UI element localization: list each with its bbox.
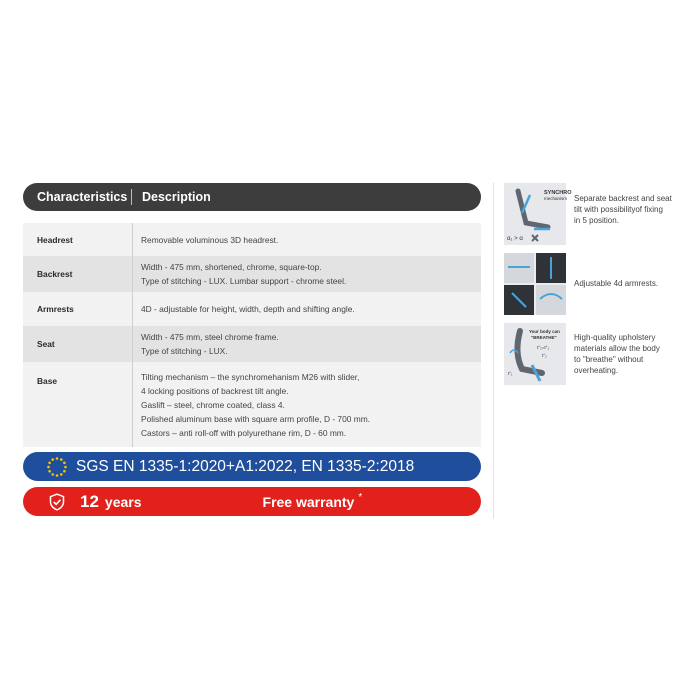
- row-label: Headrest: [23, 223, 133, 256]
- row-label: Base: [23, 362, 133, 447]
- row-label: Armrests: [23, 292, 133, 326]
- description-line: Tilting mechanism – the synchromehanism M26 with slider,: [141, 371, 360, 382]
- description-header: Description: [142, 190, 211, 204]
- breathe-title: Your body can: [529, 329, 560, 334]
- description-line: Type of stitching - LUX.: [141, 346, 228, 356]
- column-divider: [493, 183, 494, 519]
- feature-line: Adjustable 4d armrests.: [574, 279, 659, 288]
- characteristics-header: Characteristics: [37, 190, 128, 204]
- chair-tilt-icon: [504, 183, 572, 245]
- warranty-asterisk: *: [358, 492, 363, 503]
- description-line: Width - 475 mm, steel chrome frame.: [141, 332, 279, 342]
- shield-check-icon: [48, 493, 66, 511]
- feature-description: [574, 193, 684, 245]
- feature-line: in 5 position.: [574, 216, 619, 225]
- description-line: 4D - adjustable for height, width, depth and shifting angle.: [141, 304, 355, 314]
- row-description: [133, 260, 356, 288]
- feature-line: Separate backrest and seat: [574, 194, 672, 203]
- feature-line: materials allow the body: [574, 344, 660, 353]
- description-line: Removable voluminous 3D headrest.: [141, 234, 279, 245]
- description-line: Type of stitching - LUX. Lumbar support - chrome steel.: [141, 276, 347, 286]
- row-description: [133, 302, 365, 316]
- breathable-upholstery-image: [504, 323, 566, 385]
- breathe-temp-2: t°₂: [542, 353, 547, 358]
- row-label: Backrest: [23, 256, 133, 292]
- feature-line: tilt with possibilityof fixing: [574, 205, 663, 214]
- breathe-temp-1: t°₂=t°₁: [537, 345, 549, 350]
- warranty-years-number: 12: [80, 491, 99, 511]
- description-line: Width - 475 mm, shortened, chrome, square-top.: [141, 262, 322, 272]
- breathe-temp-3: t°₁: [508, 371, 513, 376]
- warranty-years-label: years: [104, 493, 142, 510]
- description-line: Polished aluminum base with square arm profile, D - 700 mm.: [141, 413, 371, 424]
- table-row-backrest: [23, 256, 481, 292]
- synchro-formula: α₁ > α: [507, 236, 523, 242]
- row-description: [133, 233, 288, 247]
- feature-line: to "breathe" without: [574, 355, 644, 364]
- feature-armrests: [504, 253, 684, 315]
- certification-text: SGS EN 1335-1:2020+A1:2022, EN 1335-2:2018: [76, 457, 415, 475]
- description-line: Gaslift – steel, chrome coated, class 4.: [141, 399, 285, 410]
- table-row-armrests: [23, 292, 481, 326]
- header-separator: [131, 189, 132, 205]
- table-body: [23, 223, 481, 447]
- feature-synchro: [504, 183, 684, 245]
- feature-breathable: [504, 323, 684, 385]
- specification-table: [23, 183, 481, 447]
- row-description: [133, 330, 289, 358]
- armrest-adjustment-image: [504, 253, 566, 315]
- warranty-badge: [23, 487, 481, 516]
- row-description: [133, 370, 380, 440]
- free-warranty-label: Free warranty: [262, 493, 355, 510]
- table-row-headrest: [23, 223, 481, 256]
- feature-description: [574, 332, 684, 385]
- table-row-base: [23, 362, 481, 447]
- description-line: Castors – anti roll-off with polyurethane rim, D - 60 mm.: [141, 427, 347, 438]
- feature-line: overheating.: [574, 366, 619, 375]
- synchro-mechanism-image: [504, 183, 572, 245]
- row-label: Seat: [23, 326, 133, 362]
- feature-line: High-quality upholstery: [574, 333, 656, 342]
- synchro-subtitle: mechanism: [544, 196, 568, 201]
- certification-badge: [23, 452, 481, 481]
- breathe-subtitle: "BREATHE": [531, 335, 557, 340]
- table-row-seat: [23, 326, 481, 362]
- description-line: 4 locking positions of backrest tilt angle.: [141, 385, 289, 396]
- table-header: [23, 183, 481, 211]
- eu-stars-icon: [46, 456, 68, 478]
- feature-description: [574, 278, 684, 315]
- armrest-icon: [504, 253, 566, 315]
- synchro-title: SYNCHRO: [544, 190, 572, 196]
- breathable-chair-icon: [504, 323, 566, 385]
